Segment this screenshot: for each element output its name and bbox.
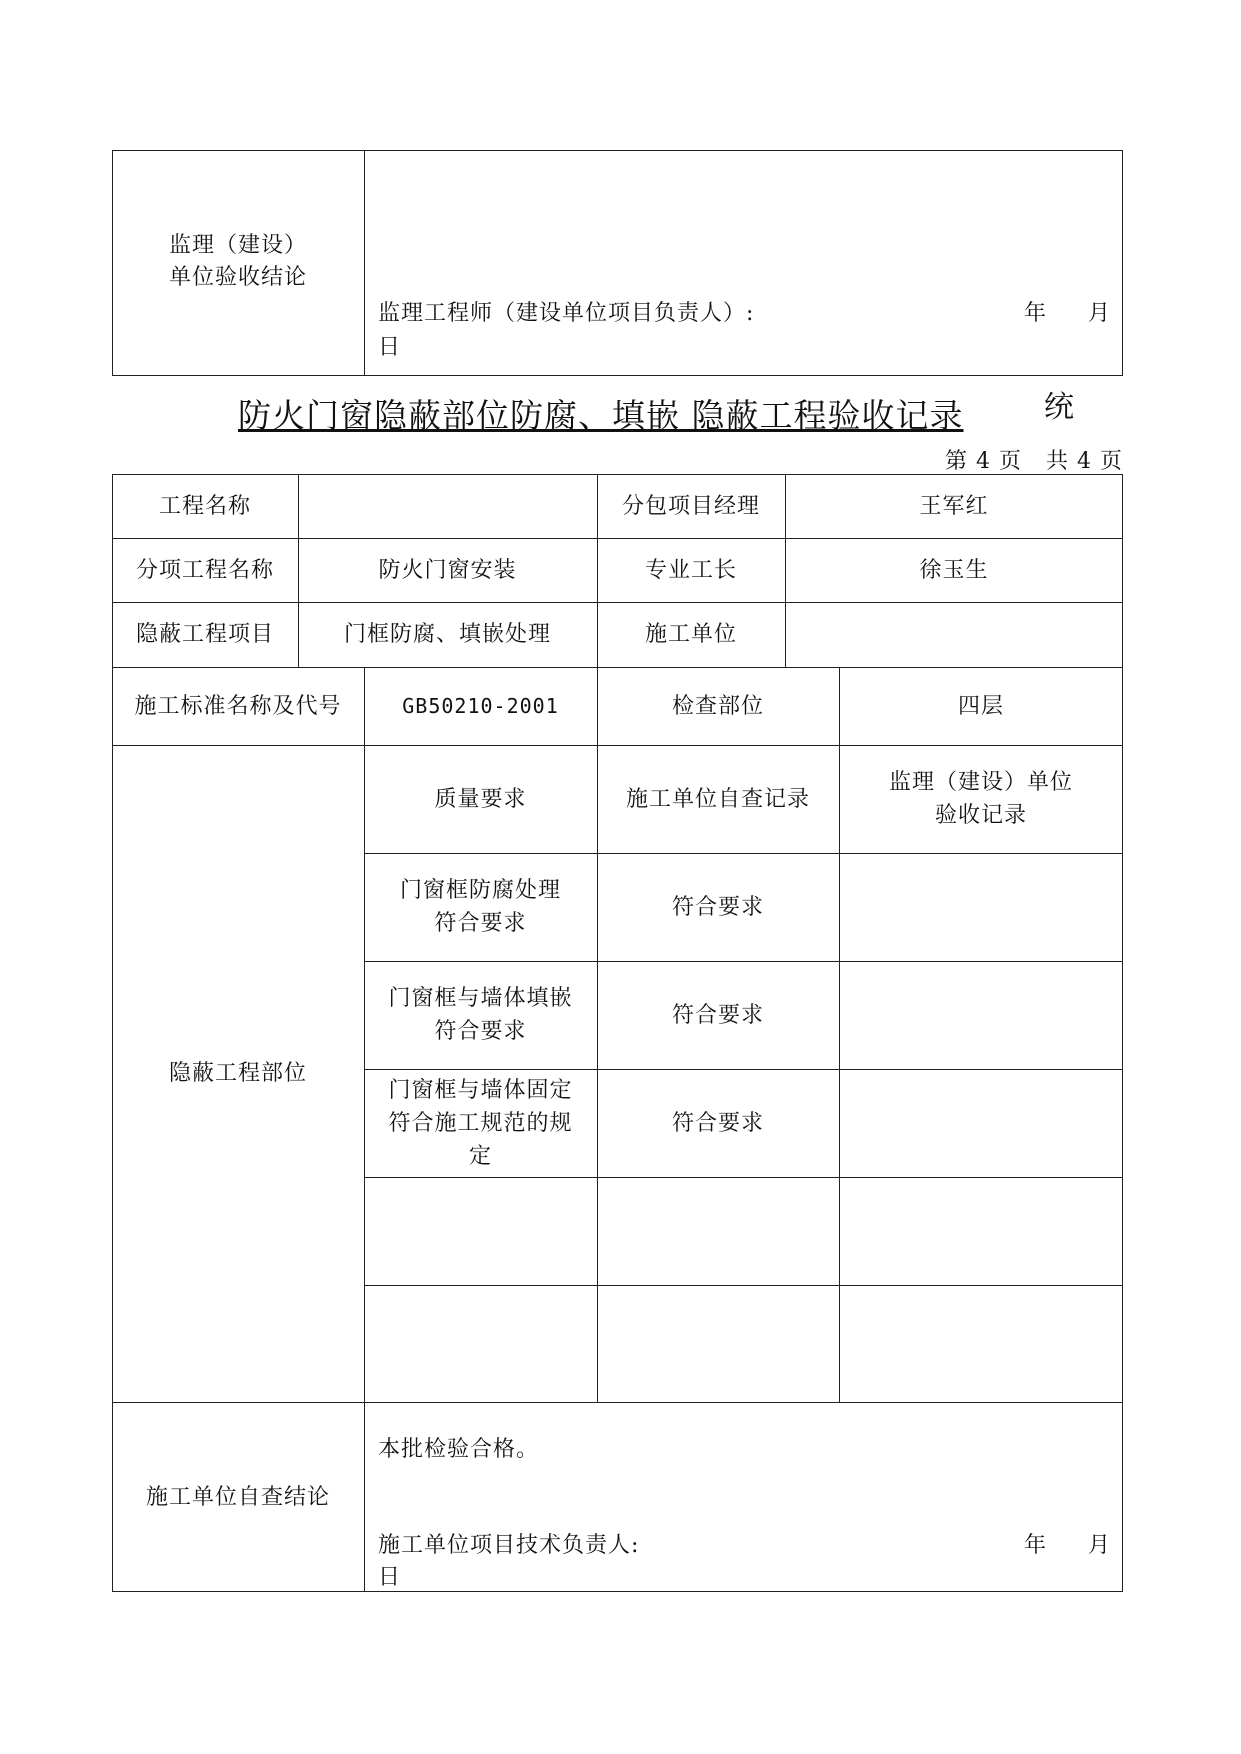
check-location-label: 检查部位 bbox=[671, 693, 764, 719]
supervision-label-line2: 单位验收结论 bbox=[168, 265, 307, 290]
project-name-label: 工程名称 bbox=[158, 493, 251, 519]
hidden-item-label: 隐蔽工程项目 bbox=[135, 622, 274, 647]
col-header-requirement: 质量要求 bbox=[434, 786, 527, 812]
row3-self-check: 符合要求 bbox=[671, 1110, 764, 1136]
conclusion-month: 月 bbox=[1088, 1533, 1111, 1558]
row2-self-check: 符合要求 bbox=[671, 1002, 764, 1028]
standard-label: 施工标准名称及代号 bbox=[134, 693, 342, 719]
page-info: 第 4 页 共 4 页 bbox=[945, 449, 1123, 474]
row5-requirement bbox=[364, 1285, 597, 1402]
sub-item-name-label: 分项工程名称 bbox=[135, 557, 274, 583]
row4-self-check bbox=[597, 1177, 839, 1285]
sub-project-manager-value: 王军红 bbox=[919, 493, 989, 519]
foreman-value: 徐玉生 bbox=[919, 557, 989, 583]
row3-requirement: 门窗框与墙体固定 符合施工规范的规 定 bbox=[388, 1077, 573, 1169]
construction-unit-label: 施工单位 bbox=[644, 622, 737, 647]
page-title: 防火门窗隐蔽部位防腐、填嵌 隐蔽工程验收记录 bbox=[238, 396, 964, 435]
conclusion-day: 日 bbox=[378, 1565, 401, 1590]
conclusion-text: 本批检验合格。 bbox=[378, 1437, 540, 1462]
title-side-char: 统 bbox=[1044, 390, 1074, 425]
row1-supervision bbox=[839, 853, 1123, 961]
col-header-self-check: 施工单位自查记录 bbox=[625, 786, 810, 812]
row1-requirement: 门窗框防腐处理 符合要求 bbox=[399, 878, 561, 936]
hidden-item-value: 门框防腐、填嵌处理 bbox=[343, 622, 551, 647]
col-header-supervision: 监理（建设）单位 验收记录 bbox=[888, 770, 1073, 828]
row4-supervision bbox=[839, 1177, 1123, 1285]
supervision-label bbox=[112, 230, 364, 294]
foreman-label: 专业工长 bbox=[644, 557, 737, 583]
standard-value: GB50210-2001 bbox=[402, 693, 559, 718]
supervision-year: 年 bbox=[1024, 301, 1047, 326]
supervision-month: 月 bbox=[1088, 301, 1111, 326]
supervision-label-line1: 监理（建设） bbox=[168, 233, 307, 258]
row2-supervision bbox=[839, 961, 1123, 1069]
row2-requirement: 门窗框与墙体填嵌 符合要求 bbox=[388, 986, 573, 1044]
conclusion-year: 年 bbox=[1024, 1533, 1047, 1558]
construction-unit-value bbox=[785, 602, 1123, 667]
hidden-section-label: 隐蔽工程部位 bbox=[168, 1061, 307, 1086]
row1-self-check: 符合要求 bbox=[671, 894, 764, 920]
row5-supervision bbox=[839, 1285, 1123, 1402]
project-name-value bbox=[298, 474, 597, 538]
row3-supervision bbox=[839, 1069, 1123, 1177]
sub-project-manager-label: 分包项目经理 bbox=[621, 493, 760, 519]
supervision-signature-label: 监理工程师（建设单位项目负责人）: bbox=[378, 301, 755, 326]
supervision-day: 日 bbox=[378, 335, 401, 360]
check-location-value: 四层 bbox=[957, 693, 1004, 719]
row5-self-check bbox=[597, 1285, 839, 1402]
conclusion-signature-label: 施工单位项目技术负责人: bbox=[378, 1533, 640, 1558]
divider bbox=[364, 150, 365, 376]
conclusion-label: 施工单位自查结论 bbox=[145, 1484, 330, 1510]
sub-item-name-value: 防火门窗安装 bbox=[378, 557, 517, 583]
row4-requirement bbox=[364, 1177, 597, 1285]
